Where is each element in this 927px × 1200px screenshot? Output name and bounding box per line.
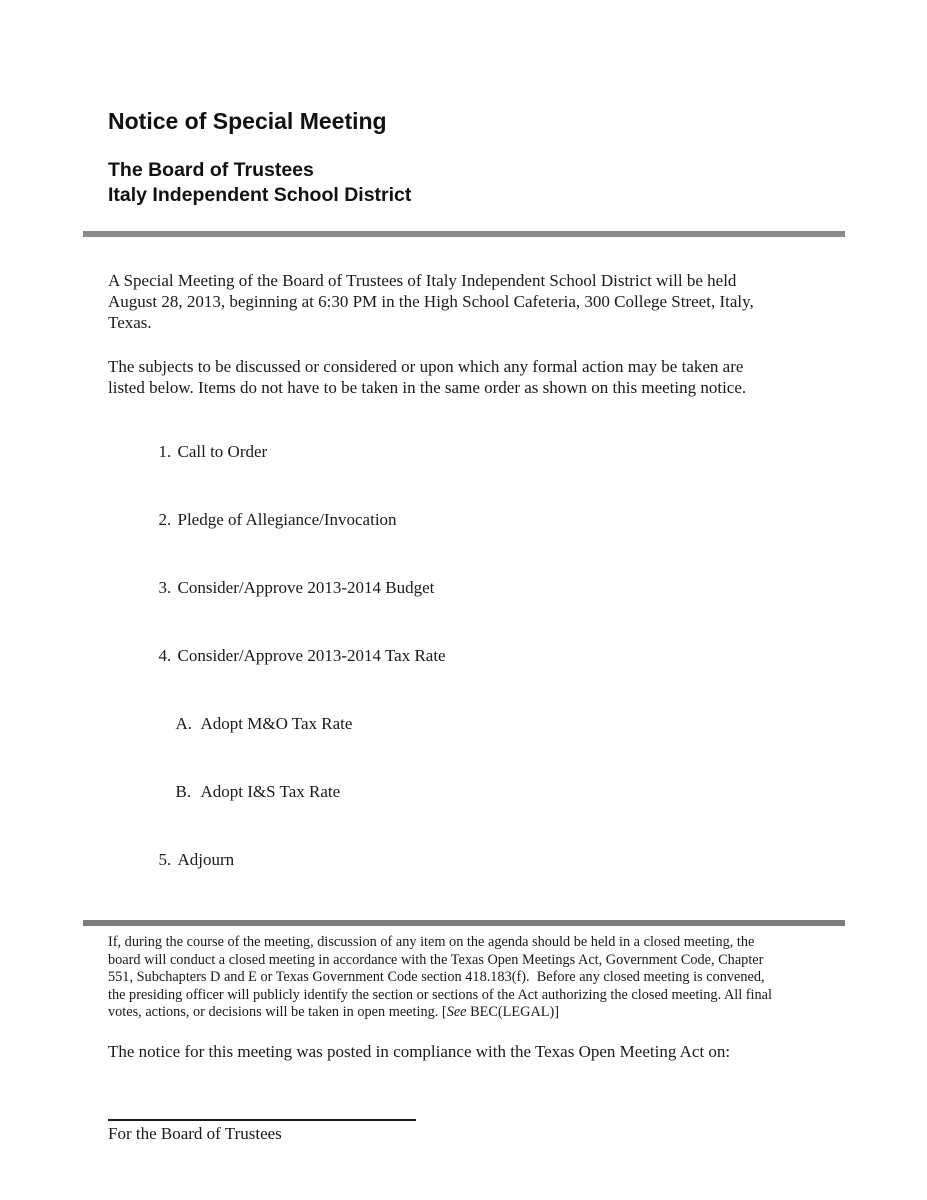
agenda-subitem-label: Adopt M&O Tax Rate	[200, 714, 353, 733]
agenda-list	[0, 422, 927, 890]
agenda-item-number: 5.	[158, 850, 172, 869]
paragraph-line: A Special Meeting of the Board of Trustees of Italy Independent School District will be held	[108, 271, 737, 290]
agenda-item-call-to-order	[133, 422, 927, 482]
closed-meeting-last-line-prefix: votes, actions, or decisions will be taken in open meeting. [	[108, 1004, 447, 1020]
meeting-details-paragraph	[108, 270, 927, 333]
agenda-item-budget	[133, 558, 927, 618]
agenda-item-label: Consider/Approve 2013-2014 Tax Rate	[177, 646, 446, 665]
paragraph-line	[108, 1004, 927, 1022]
agenda-subitem-letter: A.	[175, 714, 193, 733]
agenda-item-number: 4.	[158, 646, 172, 665]
agenda-item-pledge	[133, 490, 927, 550]
agenda-item-adjourn	[133, 830, 927, 890]
agenda-subitem-mo-tax-rate	[150, 694, 927, 754]
paragraph-line: Texas.	[108, 313, 152, 332]
agenda-item-tax-rate	[133, 626, 927, 686]
paragraph-line: August 28, 2013, beginning at 6:30 PM in the High School Cafeteria, 300 College Street, Italy,	[108, 292, 754, 311]
bottom-divider	[83, 920, 845, 926]
signature-label: For the Board of Trustees	[108, 1123, 282, 1143]
agenda-subitem-letter: B.	[175, 782, 192, 801]
document-subtitle	[108, 158, 927, 208]
paragraph-line: 551, Subchapters D and E or Texas Government Code section 418.183(f). Before any closed meeting is convened,	[108, 969, 765, 985]
agenda-item-number: 1.	[158, 442, 172, 461]
top-divider	[83, 231, 845, 237]
paragraph-line: the presiding officer will publicly identify the section or sections of the Act authorizing the closed meeting. All final	[108, 986, 772, 1003]
see-reference-italic: See	[446, 1004, 467, 1020]
paragraph-line: The subjects to be discussed or considered or upon which any formal action may be taken are	[108, 357, 744, 376]
agenda-item-number: 3.	[158, 578, 172, 597]
agenda-subitem-label: Adopt I&S Tax Rate	[200, 782, 341, 801]
posting-compliance-statement: The notice for this meeting was posted in compliance with the Texas Open Meeting Act on:	[108, 1041, 731, 1061]
org-name-line1: The Board of Trustees	[108, 159, 314, 181]
agenda-item-label: Consider/Approve 2013-2014 Budget	[177, 578, 435, 597]
agenda-item-label: Call to Order	[177, 442, 268, 461]
closed-meeting-last-line-suffix: BEC(LEGAL)]	[466, 1004, 560, 1020]
subjects-paragraph	[108, 356, 927, 398]
org-name-line2: Italy Independent School District	[108, 184, 412, 206]
paragraph-line: board will conduct a closed meeting in accordance with the Texas Open Meetings Act, Government Code, Chapter	[108, 951, 764, 968]
agenda-item-number: 2.	[158, 510, 172, 529]
paragraph-line: listed below. Items do not have to be taken in the same order as shown on this meeting notice.	[108, 378, 747, 397]
closed-meeting-notice	[108, 934, 927, 1022]
agenda-item-label: Pledge of Allegiance/Invocation	[177, 510, 397, 529]
agenda-subitem-is-tax-rate	[150, 762, 927, 822]
paragraph-line: If, during the course of the meeting, discussion of any item on the agenda should be held in a closed meeting, the	[108, 934, 755, 950]
page-title: Notice of Special Meeting	[108, 108, 387, 134]
agenda-item-label: Adjourn	[177, 850, 235, 869]
signature-line	[108, 1119, 416, 1121]
